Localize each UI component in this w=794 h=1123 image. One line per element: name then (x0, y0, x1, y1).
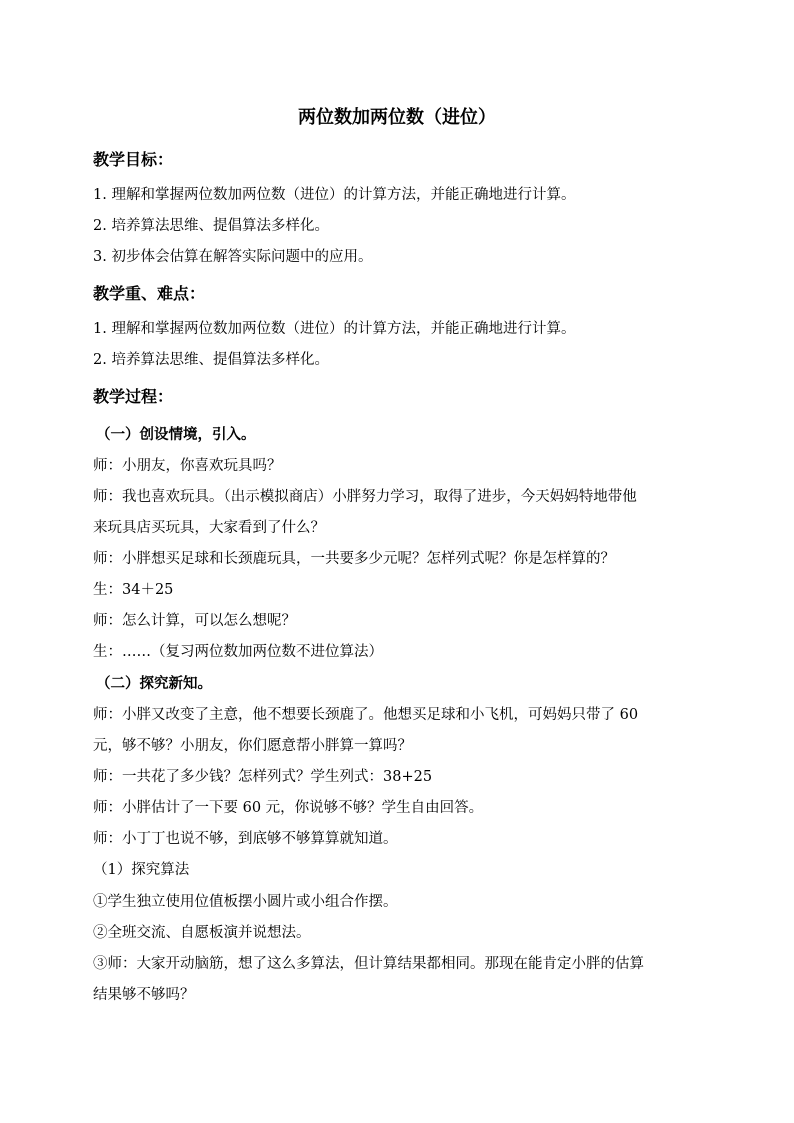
paragraph-line: ③师：大家开动脑筋，想了这么多算法，但计算结果都相同。那现在能肯定小胖的估算 (93, 956, 644, 972)
key-point-item: 1. 理解和掌握两位数加两位数（进位）的计算方法，并能正确地进行计算。 (93, 321, 576, 337)
paragraph-line: ②全班交流、自愿板演并说想法。 (93, 925, 311, 941)
paragraph-line: 结果够不够吗？ (93, 987, 195, 1003)
paragraph-line: 师：小胖又改变了主意，他不想要长颈鹿了。他想买足球和小飞机，可妈妈只带了 60 (93, 707, 639, 723)
paragraph-line: 生：……（复习两位数加两位数不进位算法） (93, 644, 383, 660)
key-points-heading: 教学重、难点： (93, 284, 206, 303)
part1-heading: （一）创设情境，引入。 (96, 426, 256, 443)
paragraph-line: 师：怎么计算，可以怎么想呢？ (93, 613, 296, 629)
paragraph-line: 来玩具店买玩具，大家看到了什么？ (93, 520, 325, 536)
paragraph-line: 师：我也喜欢玩具。（出示模拟商店）小胖努力学习，取得了进步，今天妈妈特地带他 (93, 489, 637, 505)
objective-item: 2. 培养算法思维、提倡算法多样化。 (93, 218, 329, 234)
part2-heading: （二）探究新知。 (96, 675, 212, 692)
page-title: 两位数加两位数（进位） (298, 107, 496, 128)
paragraph-line: 师：一共花了多少钱？怎样列式？学生列式：38+25 (93, 769, 433, 785)
paragraph-line: 师：小丁丁也说不够，到底够不够算算就知道。 (93, 831, 398, 847)
objectives-heading: 教学目标： (93, 150, 174, 169)
paragraph-line: 师：小胖想买足球和长颈鹿玩具，一共要多少元呢？怎样列式呢？你是怎样算的？ (93, 551, 615, 567)
paragraph-line: ①学生独立使用位值板摆小圆片或小组合作摆。 (93, 894, 398, 910)
paragraph-line: 师：小朋友，你喜欢玩具吗？ (93, 458, 282, 474)
paragraph-line: 师：小胖估计了一下要 60 元，你说够不够？学生自由回答。 (93, 800, 484, 816)
objective-item: 3. 初步体会估算在解答实际问题中的应用。 (93, 249, 373, 265)
paragraph-line: （1）探究算法 (93, 862, 190, 878)
process-heading: 教学过程： (93, 387, 174, 406)
objective-item: 1. 理解和掌握两位数加两位数（进位）的计算方法，并能正确地进行计算。 (93, 187, 576, 203)
key-point-item: 2. 培养算法思维、提倡算法多样化。 (93, 352, 329, 368)
paragraph-line: 生：34＋25 (93, 582, 174, 598)
paragraph-line: 元，够不够？小朋友，你们愿意帮小胖算一算吗？ (93, 738, 412, 754)
